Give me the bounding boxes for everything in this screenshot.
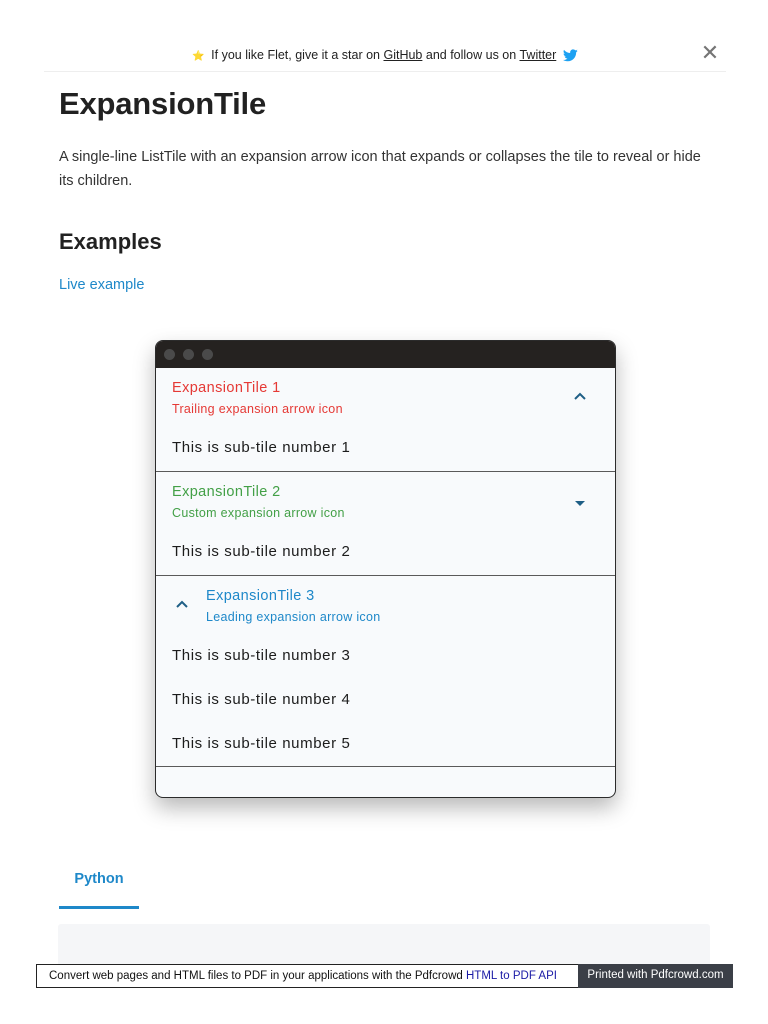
page-description: A single-line ListTile with an expansion arrow icon that expands or collapses the tile to reveal or hide its children. — [59, 149, 701, 189]
page-title: ExpansionTile — [59, 86, 266, 121]
tile-2-subtitle: Custom expansion arrow icon — [172, 506, 345, 520]
pdfcrowd-footer — [36, 964, 733, 988]
github-link[interactable]: GitHub — [383, 48, 423, 62]
window-dot-close — [164, 349, 175, 360]
window-titlebar — [156, 341, 615, 368]
tab-python[interactable]: Python — [59, 860, 139, 909]
close-icon[interactable]: ✕ — [700, 40, 720, 65]
banner-text-middle: and follow us on — [425, 48, 517, 62]
tile-1-subtitle: Trailing expansion arrow icon — [172, 402, 343, 416]
banner-text-before: If you like Flet, give it a star on — [211, 48, 380, 62]
tile-3-subtile-5[interactable]: This is sub-tile number 5 — [172, 735, 351, 752]
footer-printed-with[interactable]: Printed with Pdfcrowd.com — [578, 964, 733, 988]
banner-text — [44, 48, 726, 62]
app-preview-window — [155, 340, 616, 798]
tile-1-subtile-1[interactable]: This is sub-tile number 1 — [172, 439, 351, 456]
expansion-tile-1 — [156, 368, 615, 472]
tile-1-title[interactable]: ExpansionTile 1 — [172, 380, 281, 396]
twitter-icon — [563, 49, 578, 62]
twitter-link[interactable]: Twitter — [519, 48, 557, 62]
chevron-up-icon[interactable] — [573, 391, 587, 401]
footer-left-text: Convert web pages and HTML files to PDF in your applications with the Pdfcrowd — [49, 970, 463, 982]
html-to-pdf-api-link[interactable]: HTML to PDF API — [465, 970, 557, 982]
tile-3-subtitle: Leading expansion arrow icon — [206, 610, 381, 624]
footer-left-box — [36, 964, 579, 988]
live-example-link[interactable]: Live example — [59, 277, 145, 293]
tile-3-subtile-3[interactable]: This is sub-tile number 3 — [172, 647, 351, 664]
chevron-up-icon[interactable] — [175, 599, 189, 609]
tile-3-title[interactable]: ExpansionTile 3 — [206, 588, 315, 604]
examples-heading: Examples — [59, 229, 162, 254]
expansion-tile-2 — [156, 472, 615, 576]
tile-3-subtile-4[interactable]: This is sub-tile number 4 — [172, 691, 351, 708]
expansion-tile-3 — [156, 576, 615, 767]
tile-2-title[interactable]: ExpansionTile 2 — [172, 484, 281, 500]
window-dot-maximize — [202, 349, 213, 360]
announcement-banner — [44, 38, 726, 72]
tile-2-subtile-1[interactable]: This is sub-tile number 2 — [172, 543, 351, 560]
window-dot-minimize — [183, 349, 194, 360]
arrow-drop-down-icon[interactable] — [573, 498, 587, 508]
star-icon: ⭐ — [192, 51, 205, 62]
